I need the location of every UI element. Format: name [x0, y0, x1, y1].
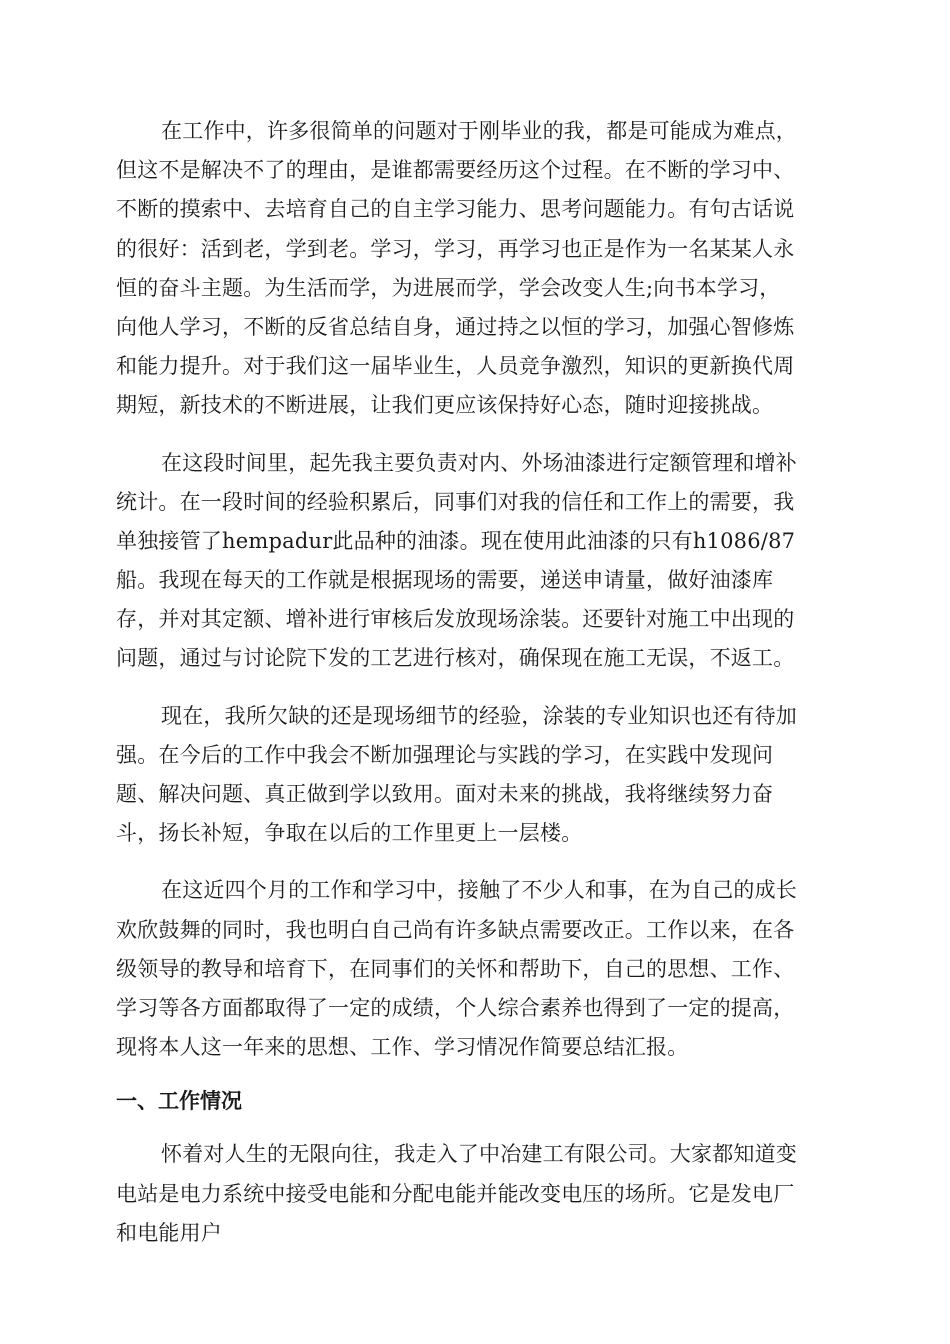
paragraph-line: 和能力提升。对于我们这一届毕业生，人员竞争激烈，知识的更新换代周 — [116, 354, 795, 379]
paragraph-line: 现将本人这一年来的思想、工作、学习情况作简要总结汇报。 — [116, 1035, 689, 1060]
paragraph-2 — [116, 444, 834, 679]
paragraph-line: 不断的摸索中、去培育自己的自主学习能力、思考问题能力。有句古话说 — [116, 197, 795, 222]
paragraph-3 — [116, 697, 834, 854]
section-heading: 一、工作情况 — [116, 1089, 242, 1114]
paragraph-line: 题、解决问题、真正做到学以致用。面对未来的挑战，我将继续努力奋 — [116, 782, 774, 806]
paragraph-line: 现在，我所欠缺的还是现场细节的经验，涂装的专业知识也还有待加 — [161, 703, 797, 728]
paragraph-spacer — [116, 679, 834, 697]
paragraph-5 — [116, 1135, 834, 1253]
paragraph-line: 在工作中，许多很简单的问题对于刚毕业的我，都是可能成为难点， — [161, 119, 797, 143]
paragraph-line: 但这不是解决不了的理由，是谁都需要经历这个过程。在不断的学习中、 — [116, 158, 795, 183]
paragraph-line: 斗，扬长补短，争取在以后的工作里更上一层楼。 — [116, 821, 583, 846]
paragraph-line: 欢欣鼓舞的同时，我也明白自己尚有许多缺点需要改正。工作以来，在各 — [116, 917, 795, 942]
paragraph-4 — [116, 871, 834, 1067]
paragraph-spacer — [116, 426, 834, 444]
paragraph-line: 电站是电力系统中接受电能和分配电能并能改变电压的场所。它是发电厂 — [116, 1181, 795, 1206]
paragraph-line: 强。在今后的工作中我会不断加强理论与实践的学习，在实践中发现问 — [116, 742, 774, 767]
paragraph-line: 统计。在一段时间的经验积累后，同事们对我的信任和工作上的需要，我 — [116, 489, 795, 514]
document-page — [116, 112, 834, 1253]
heading-spacer — [116, 1067, 834, 1081]
paragraph-line: 恒的奋斗主题。为生活而学，为进展而学，学会改变人生;向书本学习， — [116, 275, 781, 300]
paragraph-line: 期短，新技术的不断进展，让我们更应该保持好心态，随时迎接挑战。 — [116, 393, 774, 418]
paragraph-line: 怀着对人生的无限向往，我走入了中冶建工有限公司。大家都知道变 — [161, 1142, 797, 1167]
paragraph-line: 级领导的教导和培育下，在同事们的关怀和帮助下，自己的思想、工作、 — [116, 956, 795, 981]
paragraph-line: 和电能用户 — [116, 1220, 222, 1245]
paragraph-line: 问题，通过与讨论院下发的工艺进行核对，确保现在施工无误，不返工。 — [116, 646, 795, 671]
paragraph-line: 学习等各方面都取得了一定的成绩，个人综合素养也得到了一定的提高， — [116, 995, 795, 1020]
paragraph-spacer — [116, 853, 834, 871]
heading-spacer — [116, 1121, 834, 1135]
paragraph-line: 向他人学习，不断的反省总结自身，通过持之以恒的学习，加强心智修炼 — [116, 314, 795, 339]
paragraph-line: 存，并对其定额、增补进行审核后发放现场涂装。还要针对施工中出现的 — [116, 607, 795, 632]
paragraph-line: 船。我现在每天的工作就是根据现场的需要，递送申请量，做好油漆库 — [116, 568, 774, 593]
paragraph-line: 单独接管了hempadur此品种的油漆。现在使用此油漆的只有h1086/87 — [116, 528, 796, 553]
paragraph-line: 在这段时间里，起先我主要负责对内、外场油漆进行定额管理和增补 — [161, 450, 797, 475]
paragraph-line: 的很好：活到老，学到老。学习，学习，再学习也正是作为一名某某人永 — [116, 236, 795, 261]
paragraph-line: 在这近四个月的工作和学习中，接触了不少人和事，在为自己的成长 — [161, 878, 797, 903]
paragraph-1 — [116, 112, 834, 426]
